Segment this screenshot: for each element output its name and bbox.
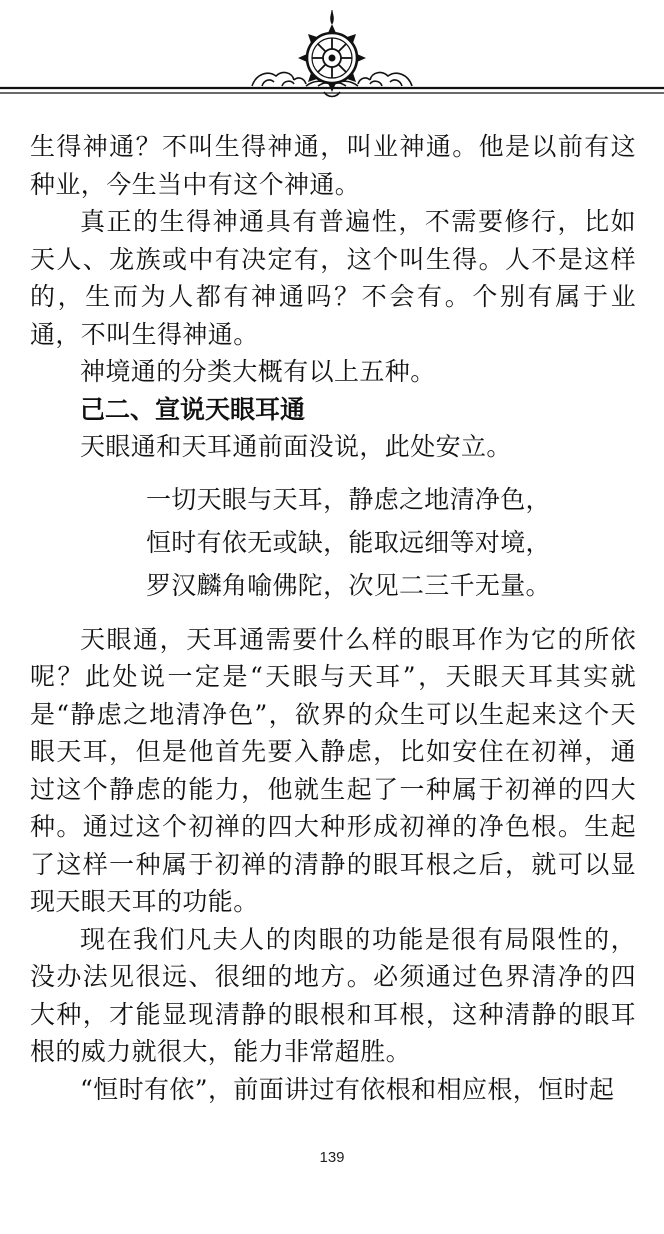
paragraph-5: 现在我们凡夫人的肉眼的功能是很有局限性的，没办法见很远、很细的地方。必须通过色界清净的四大种，才能显现清静的眼根和耳根，这种清静的眼耳根的威力就很大，能力非常超胜。 — [30, 924, 636, 1066]
paragraph-4: 天眼通，天耳通需要什么样的眼耳作为它的所依呢？此处说一定是“天眼与天耳”，天眼天耳其实就是“静虑之地清净色”，欲界的众生可以生起来这个天眼天耳，但是他首先要入静虑，比如安住在初禅，通过这个静虑的能力，他就生起了一种属于初禅的四大种。通过这个初禅的四大种形成初禅的净色根。生起了这样一种属于初禅的清静的眼耳根之后，就可以显现天眼天耳的功能。 — [30, 624, 636, 916]
paragraph-1: 生得神通？不叫生得神通，叫业神通。他是以前有这种业，今生当中有这个神通。 — [30, 132, 636, 199]
page-number: 139 — [319, 1149, 345, 1166]
verse-line: 罗汉麟角喻佛陀，次见二三千无量。 — [146, 570, 551, 600]
paragraph-3: 神境通的分类大概有以上五种。 — [80, 357, 436, 386]
section-intro: 天眼通和天耳通前面没说，此处安立。 — [80, 432, 512, 461]
page-body — [30, 128, 636, 1108]
page-header-ornament — [0, 0, 664, 110]
section-heading: 己二、宣说天眼耳通 — [80, 394, 306, 424]
verse-line: 一切天眼与天耳，静虑之地清净色， — [146, 484, 551, 514]
dharma-wheel-icon — [0, 0, 664, 110]
verse-block — [30, 478, 636, 607]
paragraph-6: “恒时有依”，前面讲过有依根和相应根，恒时起 — [80, 1074, 615, 1104]
paragraph-2: 真正的生得神通具有普遍性，不需要修行，比如天人、龙族或中有决定有，这个叫生得。人不是这样的，生而为人都有神通吗？不会有。个别有属于业通，不叫生得神通。 — [30, 207, 636, 349]
verse-line: 恒时有依无或缺，能取远细等对境， — [146, 527, 551, 557]
